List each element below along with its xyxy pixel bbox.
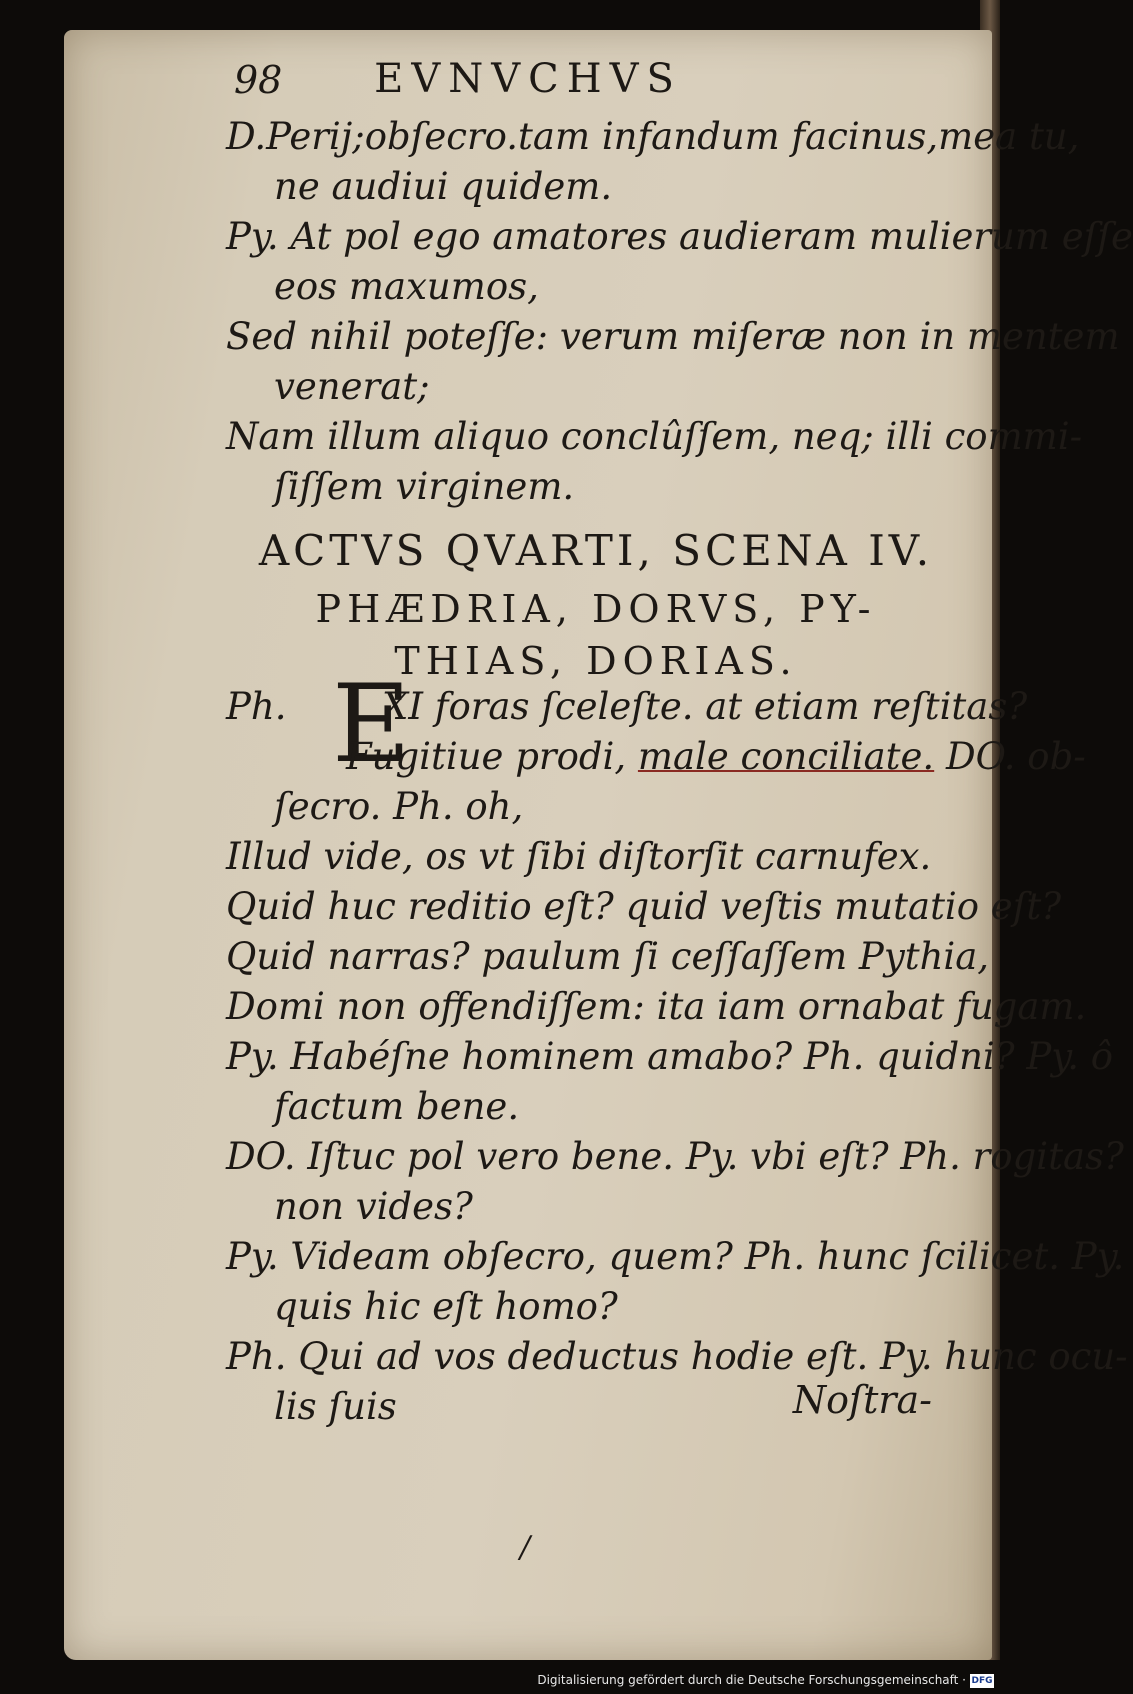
characters-line: THIAS, DORIAS. — [394, 639, 798, 683]
text-line: factum bene. — [274, 1085, 520, 1128]
opening-line-2-end: DO. ob- — [945, 735, 1086, 778]
dfg-logo: DFG — [971, 1676, 993, 1686]
opening-line-2-text: Fugitiue prodi, — [346, 735, 627, 778]
scene-heading: ACTVS QVARTI, SCENA IV. — [258, 526, 934, 575]
book-page — [64, 30, 1133, 1660]
text-line: lis ſuis — [274, 1385, 397, 1428]
text-line: Py. Videam obſecro, quem? Ph. hunc ſcilicet. Py. — [226, 1235, 1125, 1278]
text-line: Py. At pol ego amatores audieram mulierum eſſe — [226, 215, 1133, 258]
page-number: 98 — [234, 58, 283, 102]
footer-credit: Digitalisierung gefördert durch die Deutsche Forschungsgemeinschaft · — [537, 1673, 966, 1687]
text-line: non vides? — [274, 1185, 473, 1228]
page-header — [64, 54, 992, 114]
text-block-top — [226, 112, 1133, 512]
text-line: Illud vide, os vt ſibi diſtorſit carnufex. — [226, 835, 932, 878]
text-line: Domi non offendiſſem: ita iam ornabat fugam. — [226, 985, 1087, 1028]
text-line: ſiſſem virginem. — [274, 465, 575, 508]
text-line: Sed nihil poteſſe: verum miſeræ non in mentem — [226, 315, 1120, 358]
text-line: venerat; — [274, 365, 430, 408]
catchword: Noſtra- — [792, 1378, 932, 1422]
text-line: Ph. Qui ad vos deductus hodie eſt. Py. hunc ocu- — [226, 1335, 1128, 1378]
text-line: Quid narras? paulum ſi ceſſaſſem Pythia, — [226, 935, 990, 978]
footer-bar — [0, 1660, 1000, 1694]
running-title: EVNVCHVS — [374, 56, 682, 102]
text-line: DO. Iſtuc pol vero bene. Py. vbi eſt? Ph. rogitas? — [226, 1135, 1124, 1178]
text-line: eos maxumos, — [274, 265, 539, 308]
opening-line-2 — [226, 732, 1086, 782]
text-line: Nam illum aliquo conclûſſem, neq; illi commi- — [226, 415, 1083, 458]
speaker-label: Ph. — [226, 685, 287, 728]
dialogue-block — [226, 832, 1128, 1432]
opening-line-1 — [226, 682, 1028, 732]
text-line: quis hic eſt homo? — [274, 1285, 618, 1328]
characters-line: PHÆDRIA, DORVS, PY- — [315, 587, 877, 631]
text-line: ne audiui quidem. — [274, 165, 613, 208]
underlined-phrase: male conciliate. — [637, 735, 935, 778]
text-line: D.Perij;obſecro.tam infandum facinus,mea tu, — [226, 115, 1080, 158]
text-line: Quid huc reditio eſt? quid veſtis mutatio eſt? — [226, 885, 1062, 928]
opening-speech — [226, 662, 1086, 832]
opening-line-3: ſecro. Ph. oh, — [274, 785, 524, 828]
drop-cap: E — [332, 662, 411, 787]
text-line: Py. Habéſne hominem amabo? Ph. quidni? Py. ô — [226, 1035, 1114, 1078]
opening-line-1-text: XI foras ſceleſte. at etiam reſtitas? — [382, 685, 1028, 728]
bottom-mark: / — [520, 1530, 531, 1565]
